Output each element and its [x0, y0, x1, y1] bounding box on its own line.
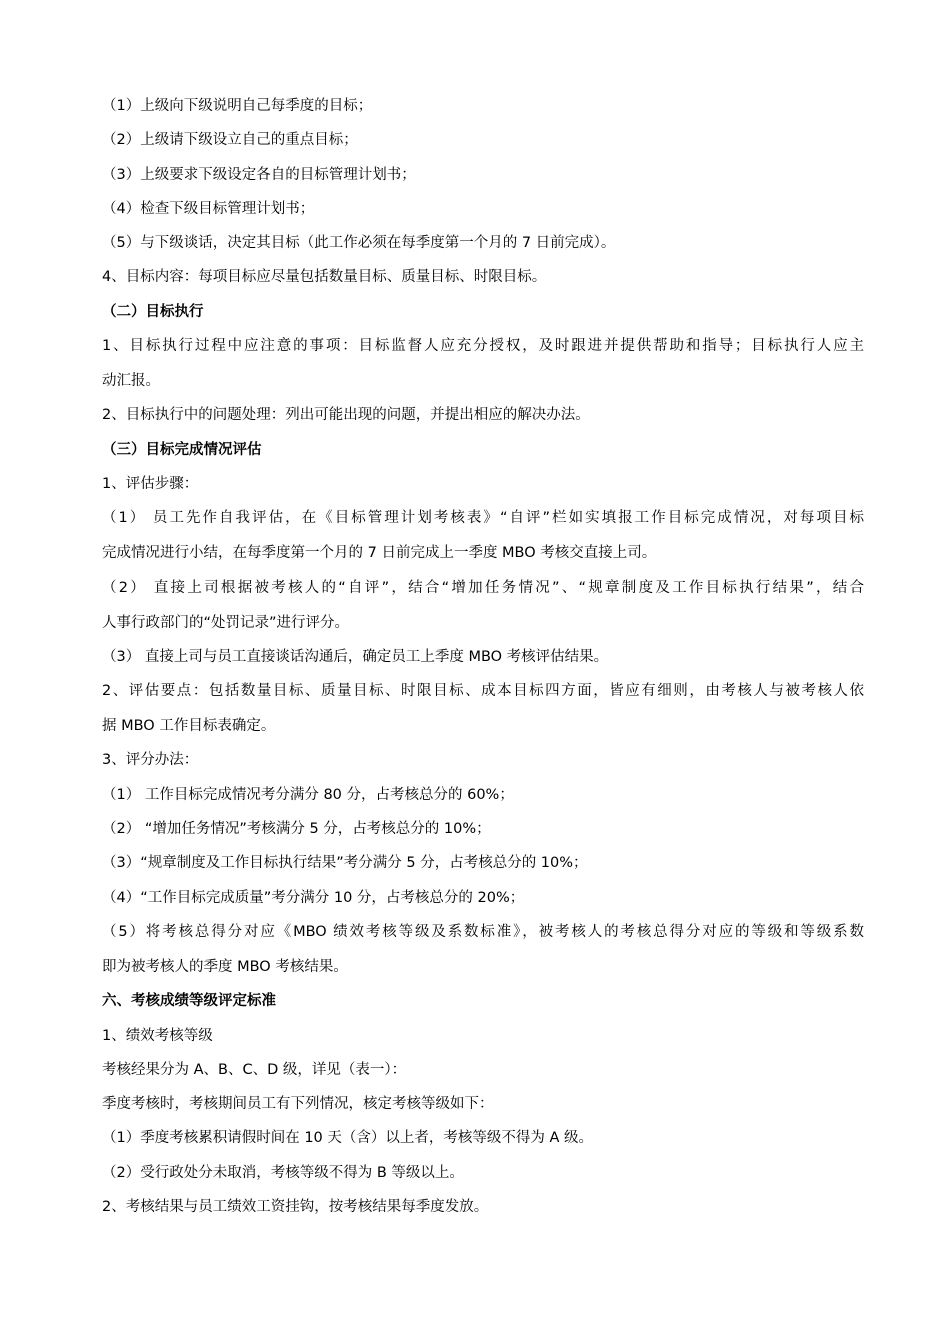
- section-heading-grade-standard: 六、考核成绩等级评定标准: [102, 993, 276, 1010]
- evaluation-points-line2: 据 MBO 工作目标表确定。: [102, 718, 276, 735]
- salary-link-paragraph: 2、考核结果与员工绩效工资挂钩，按考核结果每季度发放。: [102, 1199, 489, 1216]
- scoring-item-4: （4）“工作目标完成质量”考分满分 10 分，占考核总分的 20%；: [102, 889, 525, 906]
- list-item-4: （4）检查下级目标管理计划书；: [102, 200, 315, 217]
- execution-notes-paragraph-line2: 动汇报。: [102, 373, 160, 390]
- list-item-1: （1）上级向下级说明自己每季度的目标；: [102, 98, 373, 114]
- list-item-5: （5）与下级谈话，决定其目标（此工作必须在每季度第一个月的 7 日前完成）。: [102, 235, 616, 252]
- execution-notes-paragraph-line1: 1、目标执行过程中应注意的事项：目标监督人应充分授权，及时跟进并提供帮助和指导；目标执行人应主: [102, 338, 864, 355]
- evaluation-step-1-line2: 完成情况进行小结，在每季度第一个月的 7 日前完成上一季度 MBO 考核交直接上司。: [102, 545, 657, 562]
- performance-grade-heading: 1、绩效考核等级: [102, 1027, 213, 1044]
- condition-item-2: （2）受行政处分未取消，考核等级不得为 B 等级以上。: [102, 1164, 464, 1181]
- quarterly-conditions-paragraph: 季度考核时，考核期间员工有下列情况，核定考核等级如下：: [102, 1096, 494, 1113]
- evaluation-step-3: （3） 直接上司与员工直接谈话沟通后，确定员工上季度 MBO 考核评估结果。: [102, 648, 609, 665]
- evaluation-step-2-line2: 人事行政部门的“处罚记录”进行评分。: [102, 614, 350, 631]
- document-body: [102, 93, 864, 1228]
- list-item-3: （3）上级要求下级设定各自的目标管理计划书；: [102, 166, 416, 183]
- execution-issues-paragraph: 2、目标执行中的问题处理：列出可能出现的问题，并提出相应的解决办法。: [102, 407, 590, 424]
- scoring-method-heading: 3、评分办法：: [102, 752, 199, 769]
- scoring-item-3: （3）“规章制度及工作目标执行结果”考分满分 5 分，占考核总分的 10%；: [102, 855, 588, 872]
- evaluation-step-1-line1: （1） 员工先作自我评估，在《目标管理计划考核表》“自评”栏如实填报工作目标完成情况，对每项目标: [102, 510, 864, 527]
- section-heading-goal-execution: （二）目标执行: [102, 303, 204, 320]
- evaluation-step-2-line1: （2） 直接上司根据被考核人的“自评”，结合“增加任务情况”、“规章制度及工作目标执行结果”，结合: [102, 579, 864, 596]
- condition-item-1: （1）季度考核累积请假时间在 10 天（含）以上者，考核等级不得为 A 级。: [102, 1130, 594, 1147]
- evaluation-steps-heading: 1、评估步骤：: [102, 475, 199, 492]
- section-heading-completion-evaluation: （三）目标完成情况评估: [102, 441, 262, 458]
- scoring-item-2: （2） “增加任务情况”考核满分 5 分，占考核总分的 10%；: [102, 821, 491, 838]
- evaluation-points-line1: 2、评估要点：包括数量目标、质量目标、时限目标、成本目标四方面，皆应有细则，由考核人与被考核人依: [102, 683, 864, 700]
- scoring-item-5-line2: 即为被考核人的季度 MBO 考核结果。: [102, 958, 348, 975]
- scoring-item-1: （1） 工作目标完成情况考分满分 80 分，占考核总分的 60%；: [102, 786, 514, 803]
- goal-content-paragraph: 4、目标内容：每项目标应尽量包括数量目标、质量目标、时限目标。: [102, 269, 547, 286]
- grade-levels-paragraph: 考核经果分为 A、B、C、D 级，详见（表一）：: [102, 1061, 407, 1078]
- list-item-2: （2）上级请下级设立自己的重点目标；: [102, 132, 358, 149]
- scoring-item-5-line1: （5）将考核总得分对应《MBO 绩效考核等级及系数标准》，被考核人的考核总得分对应的等级和等级系数: [102, 923, 864, 940]
